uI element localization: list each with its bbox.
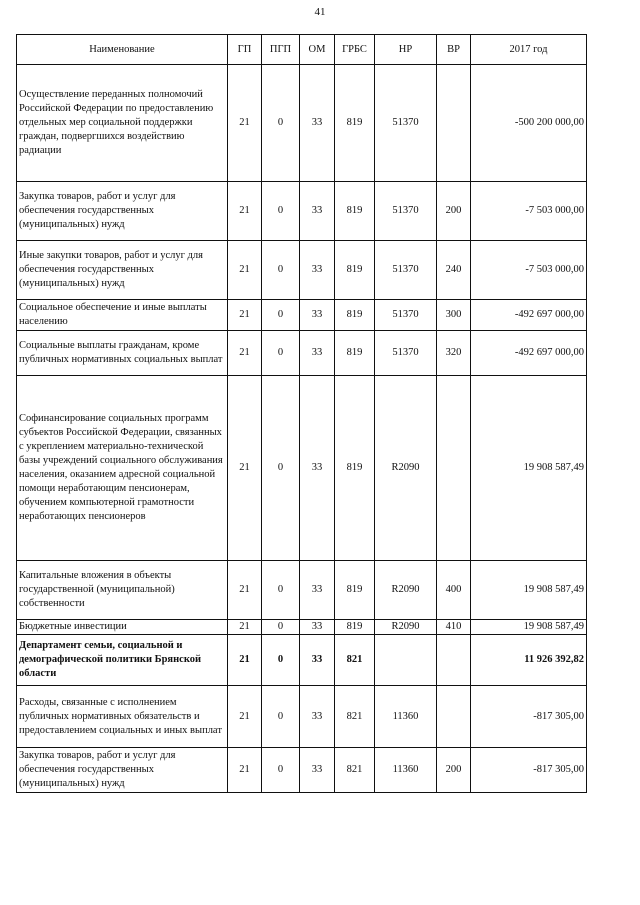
cell-vr [437, 686, 471, 748]
cell-name: Закупка товаров, работ и услуг для обеспечения государственных (муниципальных) нужд [17, 182, 228, 241]
header-row [17, 35, 587, 65]
col-header-grbs: ГРБС [335, 35, 375, 65]
cell-grbs: 821 [335, 748, 375, 793]
cell-value: -817 305,00 [471, 748, 587, 793]
table-row [17, 686, 587, 748]
cell-grbs: 819 [335, 331, 375, 376]
table-row [17, 300, 587, 331]
cell-name: Осуществление переданных полномочий Российской Федерации по предоставлению отдельных мер социальной поддержки граждан, подвергшихся воздействию радиации [17, 65, 228, 182]
cell-om: 33 [300, 376, 335, 561]
cell-value: 11 926 392,82 [471, 635, 587, 686]
cell-gp: 21 [228, 65, 262, 182]
budget-table [16, 34, 587, 793]
cell-grbs: 821 [335, 686, 375, 748]
cell-pgp: 0 [262, 635, 300, 686]
cell-pgp: 0 [262, 331, 300, 376]
cell-pgp: 0 [262, 182, 300, 241]
cell-vr: 240 [437, 241, 471, 300]
cell-gp: 21 [228, 620, 262, 635]
cell-nr: R2090 [375, 376, 437, 561]
table-row [17, 620, 587, 635]
col-header-name: Наименование [17, 35, 228, 65]
table-row [17, 182, 587, 241]
cell-gp: 21 [228, 561, 262, 620]
cell-gp: 21 [228, 748, 262, 793]
table-row [17, 561, 587, 620]
cell-value: -500 200 000,00 [471, 65, 587, 182]
cell-pgp: 0 [262, 300, 300, 331]
cell-om: 33 [300, 300, 335, 331]
cell-pgp: 0 [262, 561, 300, 620]
cell-om: 33 [300, 182, 335, 241]
table-row [17, 635, 587, 686]
cell-nr [375, 635, 437, 686]
cell-om: 33 [300, 65, 335, 182]
table-row [17, 748, 587, 793]
cell-pgp: 0 [262, 65, 300, 182]
cell-nr: 11360 [375, 748, 437, 793]
cell-vr [437, 376, 471, 561]
cell-nr: 51370 [375, 65, 437, 182]
col-header-vr: ВР [437, 35, 471, 65]
cell-vr: 400 [437, 561, 471, 620]
cell-name: Социальные выплаты гражданам, кроме публичных нормативных социальных выплат [17, 331, 228, 376]
cell-om: 33 [300, 241, 335, 300]
cell-gp: 21 [228, 241, 262, 300]
cell-name: Расходы, связанные с исполнением публичных нормативных обязательств и предоставлением социальных и иных выплат [17, 686, 228, 748]
cell-gp: 21 [228, 331, 262, 376]
cell-grbs: 819 [335, 65, 375, 182]
cell-pgp: 0 [262, 686, 300, 748]
cell-value: 19 908 587,49 [471, 376, 587, 561]
cell-value: 19 908 587,49 [471, 620, 587, 635]
cell-gp: 21 [228, 376, 262, 561]
cell-name: Департамент семьи, социальной и демографической политики Брянской области [17, 635, 228, 686]
cell-vr [437, 635, 471, 686]
cell-grbs: 819 [335, 241, 375, 300]
cell-grbs: 819 [335, 620, 375, 635]
cell-pgp: 0 [262, 241, 300, 300]
cell-name: Иные закупки товаров, работ и услуг для обеспечения государственных (муниципальных) нужд [17, 241, 228, 300]
cell-pgp: 0 [262, 620, 300, 635]
cell-om: 33 [300, 561, 335, 620]
cell-value: -492 697 000,00 [471, 300, 587, 331]
cell-value: 19 908 587,49 [471, 561, 587, 620]
cell-vr: 300 [437, 300, 471, 331]
cell-gp: 21 [228, 182, 262, 241]
cell-nr: 51370 [375, 182, 437, 241]
cell-value: -817 305,00 [471, 686, 587, 748]
col-header-gp: ГП [228, 35, 262, 65]
cell-name: Бюджетные инвестиции [17, 620, 228, 635]
cell-om: 33 [300, 331, 335, 376]
cell-pgp: 0 [262, 748, 300, 793]
cell-nr: 51370 [375, 331, 437, 376]
cell-grbs: 819 [335, 182, 375, 241]
cell-nr: 51370 [375, 300, 437, 331]
cell-value: -7 503 000,00 [471, 241, 587, 300]
cell-vr: 320 [437, 331, 471, 376]
cell-om: 33 [300, 635, 335, 686]
table-row [17, 376, 587, 561]
cell-nr: 11360 [375, 686, 437, 748]
cell-om: 33 [300, 620, 335, 635]
cell-name: Софинансирование социальных программ субъектов Российской Федерации, связанных с укреплением материально-технической базы учреждений социального обслуживания населения, оказанием адресной социальной помощи неработающим пенсионерам, обучением компьютерной грамотности неработающих пенсионеров [17, 376, 228, 561]
cell-value: -492 697 000,00 [471, 331, 587, 376]
cell-nr: R2090 [375, 620, 437, 635]
table-row [17, 241, 587, 300]
cell-grbs: 819 [335, 561, 375, 620]
cell-grbs: 821 [335, 635, 375, 686]
cell-nr: R2090 [375, 561, 437, 620]
cell-nr: 51370 [375, 241, 437, 300]
cell-grbs: 819 [335, 376, 375, 561]
table-row [17, 331, 587, 376]
cell-gp: 21 [228, 635, 262, 686]
cell-gp: 21 [228, 300, 262, 331]
cell-name: Закупка товаров, работ и услуг для обеспечения государственных (муниципальных) нужд [17, 748, 228, 793]
cell-pgp: 0 [262, 376, 300, 561]
cell-vr: 200 [437, 748, 471, 793]
cell-grbs: 819 [335, 300, 375, 331]
cell-gp: 21 [228, 686, 262, 748]
cell-name: Социальное обеспечение и иные выплаты населению [17, 300, 228, 331]
cell-om: 33 [300, 686, 335, 748]
cell-vr: 200 [437, 182, 471, 241]
col-header-pgp: ПГП [262, 35, 300, 65]
table-row [17, 65, 587, 182]
cell-vr [437, 65, 471, 182]
cell-name: Капитальные вложения в объекты государственной (муниципальной) собственности [17, 561, 228, 620]
col-header-year: 2017 год [471, 35, 587, 65]
col-header-nr: НР [375, 35, 437, 65]
page-number: 41 [314, 6, 326, 18]
cell-om: 33 [300, 748, 335, 793]
cell-value: -7 503 000,00 [471, 182, 587, 241]
cell-vr: 410 [437, 620, 471, 635]
col-header-om: ОМ [300, 35, 335, 65]
